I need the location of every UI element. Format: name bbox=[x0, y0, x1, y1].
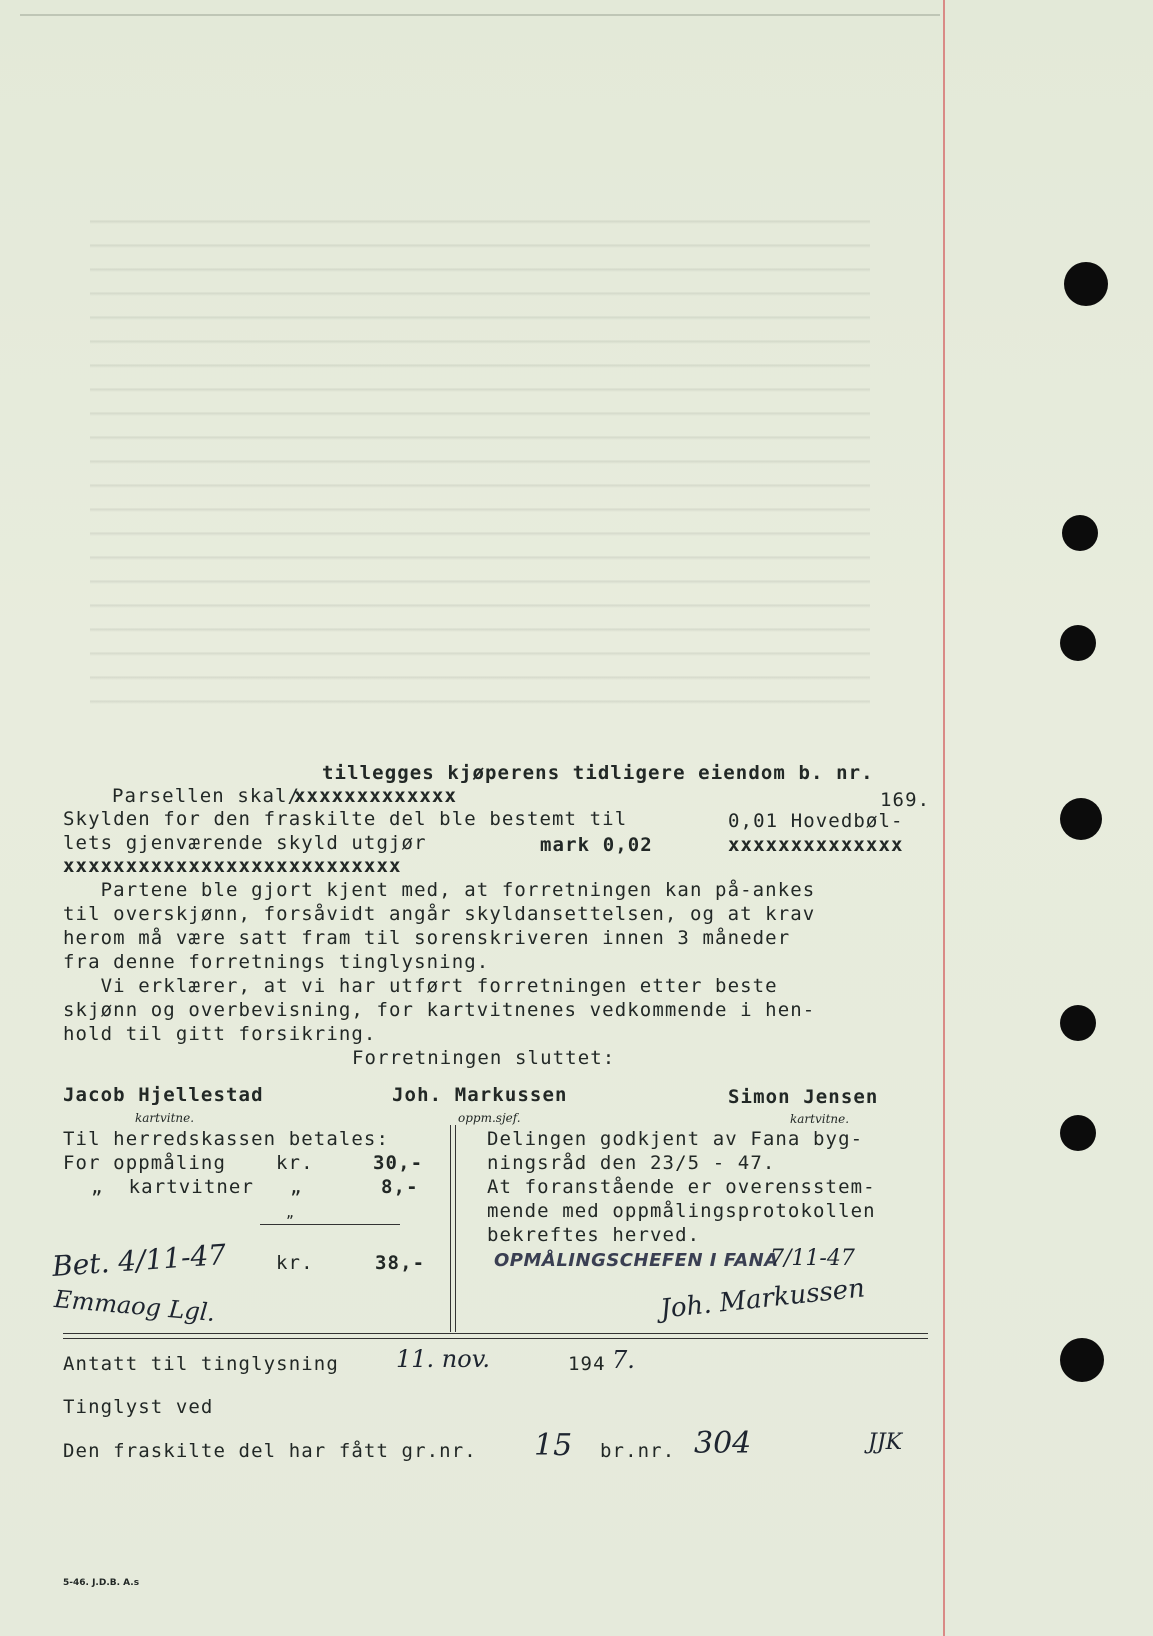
office-stamp: OPMÅLINGSCHEFEN I FANA bbox=[494, 1250, 779, 1271]
signatory-role: kartvitne. bbox=[135, 1111, 195, 1125]
approval-line: At foranstående er overensstem- bbox=[487, 1176, 876, 1198]
tinglyst-label: Tinglyst ved bbox=[63, 1396, 214, 1418]
closing-line: Forretningen sluttet: bbox=[352, 1047, 616, 1069]
punch-hole-3 bbox=[1060, 625, 1096, 661]
fee-total-amount: 38,- bbox=[375, 1252, 426, 1274]
section-rule bbox=[63, 1338, 928, 1339]
fee-row-unit: kr. bbox=[276, 1152, 314, 1174]
parcel-line-2: Skylden for den fraskilte del ble bestemt til bbox=[63, 808, 628, 830]
body-line: Partene ble gjort kjent med, at forretningen kan på-ankes bbox=[63, 879, 816, 901]
printer-imprint: 5-46. J.D.B. A.s bbox=[63, 1578, 140, 1588]
column-divider bbox=[450, 1125, 451, 1332]
parcel-insert-above: tillegges kjøperens tidligere eiendom b. nr. bbox=[322, 762, 874, 784]
parcel-line-1-struck: xxxxxxxxxxxxx bbox=[294, 785, 458, 807]
chief-signature: Joh. Markussen bbox=[658, 1273, 867, 1325]
antatt-year-handwritten: 7. bbox=[612, 1346, 635, 1374]
fee-row-label: For oppmåling bbox=[63, 1152, 227, 1174]
fee-row-label: „ kartvitner bbox=[91, 1176, 255, 1198]
parcel-line-4-struck: xxxxxxxxxxxxxxxxxxxxxxxxxxx bbox=[63, 855, 402, 877]
approval-line: ningsråd den 23/5 - 47. bbox=[487, 1152, 776, 1174]
gnr-label: Den fraskilte del har fått gr.nr. bbox=[63, 1440, 477, 1462]
signatory-role: kartvitne. bbox=[790, 1112, 850, 1126]
punch-hole-2 bbox=[1062, 515, 1098, 551]
signatory-name: Jacob Hjellestad bbox=[63, 1084, 264, 1106]
fees-heading: Til herredskassen betales: bbox=[63, 1128, 390, 1150]
fee-row-unit: „ bbox=[290, 1176, 303, 1198]
parcel-bnr: 169. bbox=[880, 789, 931, 811]
parcel-line-3-mark: mark 0,02 bbox=[540, 834, 653, 856]
parcel-line-2-right: 0,01 Hovedbøl- bbox=[728, 810, 904, 832]
punch-hole-4 bbox=[1060, 798, 1102, 840]
antatt-date-handwritten: 11. nov. bbox=[396, 1345, 491, 1373]
body-line: herom må være satt fram til sorenskriveren innen 3 måneder bbox=[63, 927, 791, 949]
signatory-role: oppm.sjef. bbox=[458, 1111, 521, 1125]
column-divider bbox=[455, 1125, 456, 1332]
signatory-name: Joh. Markussen bbox=[392, 1084, 568, 1106]
punch-hole-1 bbox=[1064, 262, 1108, 306]
antatt-year: 194 bbox=[568, 1353, 606, 1375]
fee-row-amount: 8,- bbox=[381, 1176, 419, 1198]
bnr-label: br.nr. bbox=[600, 1440, 676, 1462]
section-rule bbox=[63, 1333, 928, 1334]
top-rule bbox=[20, 14, 940, 16]
ditto-mark: „ bbox=[286, 1206, 295, 1221]
fee-total-unit: kr. bbox=[276, 1252, 314, 1274]
margin-line bbox=[943, 0, 945, 1636]
signatory-name: Simon Jensen bbox=[728, 1086, 879, 1108]
punch-hole-6 bbox=[1060, 1115, 1096, 1151]
parcel-line-3-struck: xxxxxxxxxxxxxx bbox=[728, 834, 904, 856]
handwritten-paid-note: Bet. 4/11-47 bbox=[51, 1237, 228, 1284]
antatt-label: Antatt til tinglysning bbox=[63, 1353, 339, 1375]
body-line: Vi erklærer, at vi har utført forretningen etter beste bbox=[63, 975, 778, 997]
punch-hole-5 bbox=[1060, 1005, 1096, 1041]
handwritten-signature: Emmaog Lgl. bbox=[53, 1285, 217, 1327]
fee-row-amount: 30,- bbox=[373, 1152, 424, 1174]
body-line: skjønn og overbevisning, for kartvitnenes vedkommende i hen- bbox=[63, 999, 816, 1021]
body-line: hold til gitt forsikring. bbox=[63, 1023, 377, 1045]
punch-hole-7 bbox=[1060, 1338, 1104, 1382]
body-line: fra denne forretnings tinglysning. bbox=[63, 951, 490, 973]
body-line: til overskjønn, forsåvidt angår skyldansettelsen, og at krav bbox=[63, 903, 816, 925]
sum-rule bbox=[260, 1224, 400, 1225]
parcel-line-3: lets gjenværende skyld utgjør bbox=[63, 832, 427, 854]
bnr-value: 304 bbox=[694, 1426, 752, 1461]
approval-line: bekreftes herved. bbox=[487, 1224, 701, 1246]
gnr-value: 15 bbox=[534, 1428, 573, 1463]
approval-line: mende med oppmålingsprotokollen bbox=[487, 1200, 876, 1222]
clerk-initials: JJK bbox=[868, 1430, 903, 1455]
bleed-through-text bbox=[90, 200, 870, 720]
parcel-line-1: Parsellen skal/ bbox=[112, 785, 301, 807]
stamp-date: 7/11-47 bbox=[770, 1246, 855, 1271]
approval-line: Delingen godkjent av Fana byg- bbox=[487, 1128, 864, 1150]
